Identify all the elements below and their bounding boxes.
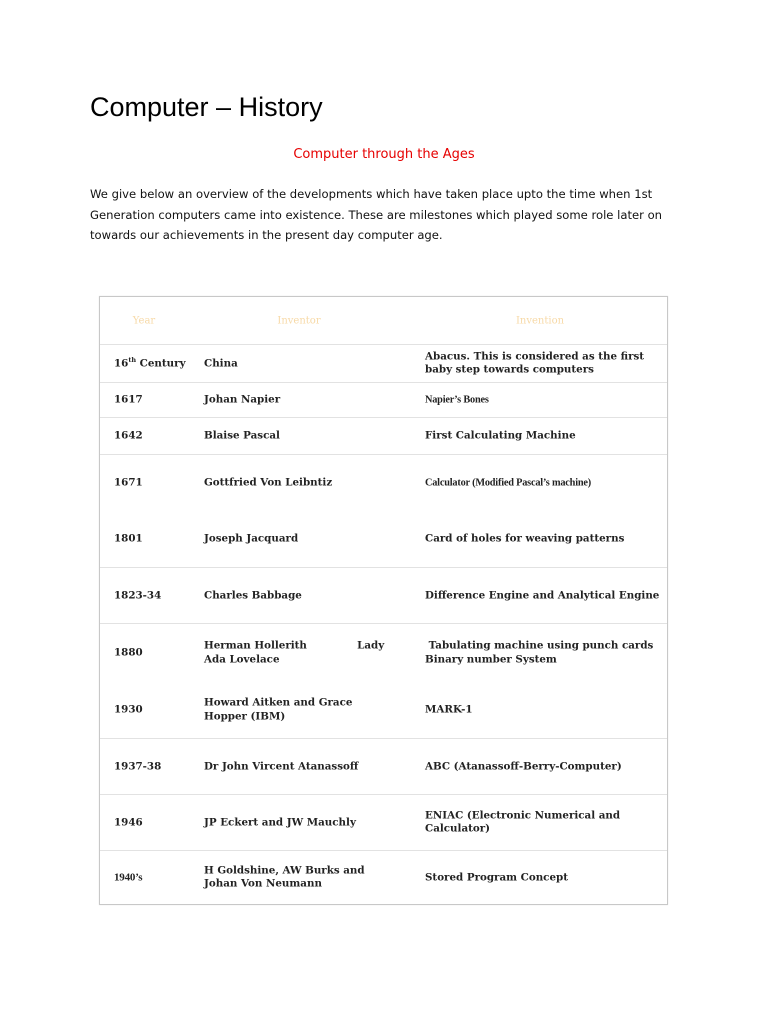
year-cell: 1937-38 xyxy=(114,759,162,772)
invention-cell: MARK-1 xyxy=(425,703,473,716)
invention-cell: Abacus. This is considered as the first baby step towards computers xyxy=(425,350,645,376)
year-cell: 1642 xyxy=(114,429,143,442)
inventor-cell: Howard Aitken and Grace Hopper (IBM) xyxy=(204,696,353,722)
table-row xyxy=(100,851,667,904)
header-inventor: Inventor xyxy=(277,314,321,326)
year-cell: 1946 xyxy=(114,815,143,828)
section-subtitle: Computer through the Ages xyxy=(293,147,475,162)
table-row xyxy=(100,418,667,455)
inventor-cell: China xyxy=(204,356,238,369)
invention-cell: Stored Program Concept xyxy=(425,870,568,883)
inventor-cell: Joseph Jacquard xyxy=(204,532,299,545)
table-row xyxy=(100,455,667,511)
invention-cell: Napier’s Bones xyxy=(425,394,489,406)
year-cell: 1930 xyxy=(114,703,143,716)
inventor-cell: Dr John Vircent Atanassoff xyxy=(204,759,359,772)
invention-cell: Tabulating machine using punch cards Binary number System xyxy=(425,639,679,665)
year-cell: 1880 xyxy=(114,646,143,659)
table-header-row xyxy=(100,297,667,345)
year-cell: 1671 xyxy=(114,476,143,489)
table-row xyxy=(100,739,667,795)
table-row xyxy=(100,511,667,568)
inventor-cell: JP Eckert and JW Mauchly xyxy=(204,815,356,828)
inventor-cell: Johan Napier xyxy=(204,393,281,406)
header-year: Year xyxy=(132,314,156,326)
year-cell: 1617 xyxy=(114,393,143,406)
inventor-cell: Blaise Pascal xyxy=(204,429,280,442)
intro-paragraph: We give below an overview of the developments which have taken place upto the time when 1st Generation computers came into existence. These are milestones which played some role later on towards our achievements in the present day computer age. xyxy=(90,187,663,242)
invention-cell: First Calculating Machine xyxy=(425,429,576,442)
inventor-cell: Charles Babbage xyxy=(204,588,302,601)
inventor-cell: Gottfried Von Leibntiz xyxy=(204,476,333,489)
table-row xyxy=(100,345,667,383)
table-row xyxy=(100,383,667,418)
year-cell: 1823-34 xyxy=(114,588,162,601)
history-table xyxy=(99,296,679,905)
header-invention: Invention xyxy=(515,314,565,326)
invention-cell: Calculator (Modified Pascal’s machine) xyxy=(425,477,591,489)
year-cell: 16th Century xyxy=(114,355,186,369)
invention-cell: ABC (Atanassoff-Berry-Computer) xyxy=(425,759,622,772)
invention-cell: Card of holes for weaving patterns xyxy=(425,532,625,545)
year-cell: 1801 xyxy=(114,532,143,545)
invention-cell: ENIAC (Electronic Numerical and Calculator) xyxy=(425,809,621,835)
year-cell: 1940’s xyxy=(114,870,143,883)
invention-cell: Difference Engine and Analytical Engine xyxy=(425,588,660,601)
table-row xyxy=(100,568,667,624)
table-row xyxy=(100,682,667,739)
inventor-cell: Herman Hollerith Lady Ada Lovelace xyxy=(204,639,388,665)
table-row xyxy=(100,795,667,851)
inventor-cell: H Goldshine, AW Burks and Johan Von Neumann xyxy=(204,864,365,890)
table-row xyxy=(100,624,679,682)
page-title: Computer – History xyxy=(90,92,323,122)
